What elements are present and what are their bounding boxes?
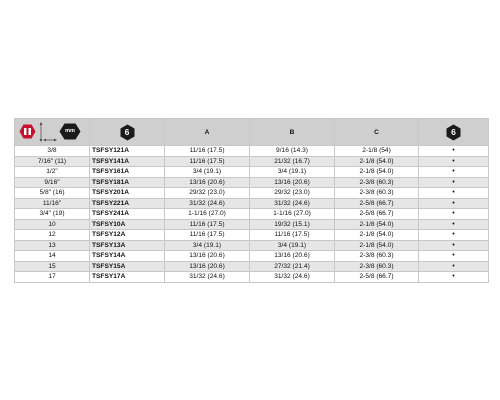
dim-a-cell: 31/32 (24.6) bbox=[165, 272, 250, 283]
dim-a-cell: 1-1/16 (27.0) bbox=[165, 209, 250, 220]
header-col-c: C bbox=[335, 119, 419, 146]
dim-c-cell: 2-1/8 (54.0) bbox=[335, 219, 419, 230]
dim-b-cell: 1-1/16 (27.0) bbox=[250, 209, 335, 220]
dim-c-cell: 2-5/8 (66.7) bbox=[335, 198, 419, 209]
dim-c-cell: 2-3/8 (60.3) bbox=[335, 188, 419, 199]
size-cell: 7/16" (11) bbox=[15, 156, 90, 167]
dim-c-cell: 2-1/8 (54.0) bbox=[335, 167, 419, 178]
size-cell: 3/4" (19) bbox=[15, 209, 90, 220]
dim-a-cell: 13/16 (20.6) bbox=[165, 251, 250, 262]
table-row bbox=[15, 167, 489, 178]
size-cell: 10 bbox=[15, 219, 90, 230]
six-point-mark: • bbox=[419, 219, 489, 230]
header-col-b: B bbox=[250, 119, 335, 146]
six-point-mark: • bbox=[419, 230, 489, 241]
table-row bbox=[15, 251, 489, 262]
dim-c-cell: 2-3/8 (60.3) bbox=[335, 261, 419, 272]
dim-a-cell: 13/16 (20.6) bbox=[165, 261, 250, 272]
size-cell: 13 bbox=[15, 240, 90, 251]
dim-b-cell: 13/16 (20.6) bbox=[250, 177, 335, 188]
six-point-hex-icon bbox=[445, 124, 462, 141]
table-row bbox=[15, 188, 489, 199]
six-point-mark: • bbox=[419, 240, 489, 251]
size-cell: 5/8" (16) bbox=[15, 188, 90, 199]
six-point-mark: • bbox=[419, 251, 489, 262]
table-row bbox=[15, 272, 489, 283]
dim-a-cell: 3/4 (19.1) bbox=[165, 167, 250, 178]
dim-c-cell: 2-1/8 (54.0) bbox=[335, 230, 419, 241]
size-cell: 15 bbox=[15, 261, 90, 272]
hex-point-count: 6 bbox=[124, 126, 130, 137]
header-col-a: A bbox=[165, 119, 250, 146]
size-cell: 17 bbox=[15, 272, 90, 283]
size-cell: 3/8 bbox=[15, 146, 90, 157]
socket-spec-table bbox=[14, 118, 489, 283]
dim-b-cell: 11/16 (17.5) bbox=[250, 230, 335, 241]
dim-b-cell: 13/16 (20.6) bbox=[250, 251, 335, 262]
header-size-cell bbox=[15, 119, 90, 146]
part-number-cell: TSFSY141A bbox=[90, 156, 165, 167]
size-header-icons bbox=[15, 119, 90, 145]
part-number-cell: TSFSY181A bbox=[90, 177, 165, 188]
dim-b-cell: 9/16 (14.3) bbox=[250, 146, 335, 157]
part-number-cell: TSFSY201A bbox=[90, 188, 165, 199]
size-cell: 1/2" bbox=[15, 167, 90, 178]
table-header bbox=[15, 119, 489, 146]
size-cell: 12 bbox=[15, 230, 90, 241]
dim-a-cell: 11/16 (17.5) bbox=[165, 230, 250, 241]
table-row bbox=[15, 219, 489, 230]
table-row bbox=[15, 198, 489, 209]
six-point-mark: • bbox=[419, 156, 489, 167]
hex-point-count: 6 bbox=[451, 126, 456, 137]
mm-hex-icon bbox=[59, 123, 81, 140]
dim-b-cell: 31/32 (24.6) bbox=[250, 272, 335, 283]
dim-a-cell: 11/16 (17.5) bbox=[165, 219, 250, 230]
table-row bbox=[15, 230, 489, 241]
mm-label: mm bbox=[65, 128, 75, 134]
header-part-cell bbox=[90, 119, 165, 146]
dim-c-cell: 2-1/8 (54) bbox=[335, 146, 419, 157]
dim-b-cell: 3/4 (19.1) bbox=[250, 240, 335, 251]
table-row bbox=[15, 177, 489, 188]
size-cell: 14 bbox=[15, 251, 90, 262]
dim-b-cell: 19/32 (15.1) bbox=[250, 219, 335, 230]
part-number-cell: TSFSY15A bbox=[90, 261, 165, 272]
dim-a-cell: 13/16 (20.6) bbox=[165, 177, 250, 188]
header-row bbox=[15, 119, 489, 146]
part-number-cell: TSFSY161A bbox=[90, 167, 165, 178]
part-number-cell: TSFSY12A bbox=[90, 230, 165, 241]
part-number-cell: TSFSY17A bbox=[90, 272, 165, 283]
six-point-mark: • bbox=[419, 198, 489, 209]
part-number-cell: TSFSY10A bbox=[90, 219, 165, 230]
dim-b-cell: 29/32 (23.0) bbox=[250, 188, 335, 199]
dim-a-cell: 3/4 (19.1) bbox=[165, 240, 250, 251]
table-row bbox=[15, 209, 489, 220]
dim-c-cell: 2-1/8 (54.0) bbox=[335, 156, 419, 167]
size-cell: 11/16" bbox=[15, 198, 90, 209]
dim-a-cell: 29/32 (23.0) bbox=[165, 188, 250, 199]
six-point-mark: • bbox=[419, 167, 489, 178]
table-row bbox=[15, 261, 489, 272]
six-point-mark: • bbox=[419, 177, 489, 188]
six-point-mark: • bbox=[419, 146, 489, 157]
dim-b-cell: 27/32 (21.4) bbox=[250, 261, 335, 272]
dim-c-cell: 2-5/8 (66.7) bbox=[335, 209, 419, 220]
dim-c-cell: 2-3/8 (60.3) bbox=[335, 251, 419, 262]
dim-c-cell: 2-5/8 (66.7) bbox=[335, 272, 419, 283]
part-number-cell: TSFSY121A bbox=[90, 146, 165, 157]
table-row bbox=[15, 240, 489, 251]
six-point-mark: • bbox=[419, 272, 489, 283]
dim-c-cell: 2-1/8 (54.0) bbox=[335, 240, 419, 251]
dim-a-cell: 31/32 (24.6) bbox=[165, 198, 250, 209]
dim-b-cell: 21/32 (16.7) bbox=[250, 156, 335, 167]
dim-b-cell: 3/4 (19.1) bbox=[250, 167, 335, 178]
six-point-mark: • bbox=[419, 209, 489, 220]
six-point-hex-icon bbox=[119, 124, 136, 141]
table-body bbox=[15, 146, 489, 283]
part-number-cell: TSFSY13A bbox=[90, 240, 165, 251]
dim-c-cell: 2-3/8 (60.3) bbox=[335, 177, 419, 188]
six-point-mark: • bbox=[419, 188, 489, 199]
part-number-cell: TSFSY14A bbox=[90, 251, 165, 262]
square-drive-icon bbox=[19, 124, 36, 139]
six-point-mark: • bbox=[419, 261, 489, 272]
dim-a-cell: 11/16 (17.5) bbox=[165, 146, 250, 157]
header-six-point-cell bbox=[419, 119, 489, 146]
dim-a-cell: 11/16 (17.5) bbox=[165, 156, 250, 167]
table-row bbox=[15, 146, 489, 157]
dimension-arrows-icon bbox=[38, 121, 58, 143]
part-number-cell: TSFSY221A bbox=[90, 198, 165, 209]
part-number-cell: TSFSY241A bbox=[90, 209, 165, 220]
size-cell: 9/16" bbox=[15, 177, 90, 188]
table-row bbox=[15, 156, 489, 167]
dim-b-cell: 31/32 (24.6) bbox=[250, 198, 335, 209]
